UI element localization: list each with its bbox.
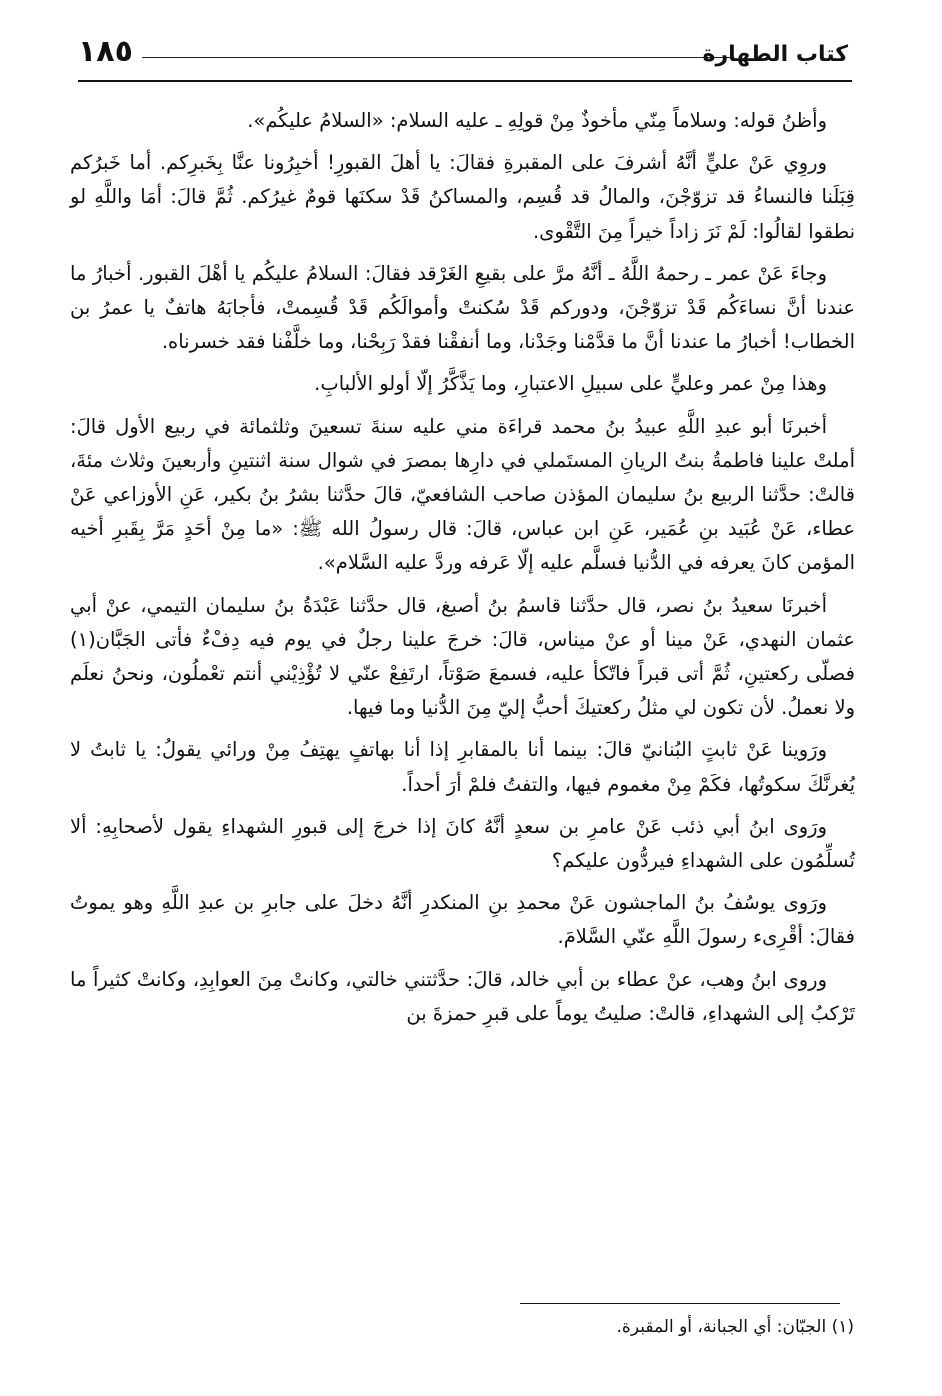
paragraph-10: وروى ابنُ وهب، عنْ عطاء بن أبي خالد، قالَ: حدَّثتني خالتي، وكانتْ مِنَ العوابِدِ، وكانتْ كثيراً ما تَرْكبُ إلى الشهداءِ، قالتْ: صليتُ يوماً على قبرِ حمزةَ بن (70, 967, 855, 1025)
paragraph-4: وهذا مِنْ عمر وعليٍّ على سبيلِ الاعتبارِ، وما يَذَّكَّرُ إلّا أولو الألبابِ. (314, 372, 827, 396)
footnote-separator (520, 1303, 840, 1304)
header-rule (78, 80, 852, 82)
page-header (78, 28, 848, 88)
paragraph-1: وأظنُ قوله: وسلاماً مِنّي مأخوذٌ مِنْ قولِهِ ـ عليه السلام: «السلامُ عليكُم». (247, 109, 827, 132)
paragraph-3: وجاءَ عَنْ عمر ـ رحمهُ اللَّهُ ـ أنَّهُ مرَّ على بقيعِ الغَرْقد فقالَ: السلامُ عليكُم يا أهْلَ القبور. أخبارُ ما عندنا أنَّ نساءَكُم قَدْ تزوّجْنَ، ودوركم قَدْ سُكنتْ وأموالَكُم قَدْ قُسِمتْ، فأجابَهُ هاتفٌ يا عمرُ بن الخطاب! أخبارُ ما عندنا أنَّ ما قدَّمْنا وجَدْنا، وما أنفقْنا فقدْ رَبِحْنا، وما خلَّفْنا فقد خسرناه. (70, 261, 855, 354)
main-text (70, 104, 855, 1039)
paragraph-6: أخبرنَا سعيدُ بنُ نصر، قال حدَّثنا قاسمُ بنُ أصبغ، قال حدَّثنا عَبْدَةُ بنُ سليمان التيمي، عنْ أبي عثمان النهدي، عَنْ مينا أو عنْ ميناس، قالَ: خرجَ علينا رجلٌ في يوم فيه دِفْءٌ فأتى الجَبَّان(١) فصلّى ركعتينِ، ثُمَّ أتى قبراً فاتّكأ عليه، فسمعَ صَوْتاً، ارتَفِعْ عنّي لا تُؤْذِيْني أنتم تعْملُون، ونحنُ نعلَم ولا نعملُ. لأن تكون لي مثلُ ركعتيكَ أحبُّ إليّ مِنَ الدُّنيا وما فيها. (70, 593, 855, 720)
paragraph-7: ورَوينا عَنْ ثابتٍ البُنانيّ قالَ: بينما أنا بالمقابرِ إذا أنا بهاتفٍ يهتِفُ مِنْ ورائي يقولُ: يا ثابتُ لا يُغرنَّكَ سكوتُها، فكَمْ مِنْ مغموم فيها، والتفتُ فلمْ أرَ أحداً. (70, 738, 855, 796)
paragraph-8: ورَوى ابنُ أبي ذئب عَنْ عامرِ بن سعدٍ أنَّهُ كانَ إذا خرجَ إلى قبورِ الشهداءِ يقول لأصحابِهِ: ألا تُسلِّمُون على الشهداءِ فيردُّون عليكم؟ (70, 814, 855, 873)
footnote: (١) الجبّان: أي الجبانة، أو المقبرة. (616, 1317, 854, 1337)
book-title: كتاب الطهارة (702, 42, 848, 67)
paragraph-2: وروِي عَنْ عليٍّ أنَّهُ أشرفَ على المقبرةِ فقالَ: يا أهلَ القبورِ! أخبِرُونا عنَّا بِخَبرِكم. أما خَبرُكم قِبَلَنا فالنساءُ قد تزوّجْنَ، والمالُ قد قُسِم، والمساكنُ قَدْ سكنَها قومٌ غيرُكم. ثُمَّ قالَ: أمَا واللَّهِ لو نطقوا لقالُوا: لَمْ نَرَ زاداً خيراً مِنَ التَّقْوى. (70, 151, 855, 243)
page-number: ١٨٥ (78, 34, 133, 69)
paragraph-9: ورَوى يوسُفُ بنُ الماجشون عَنْ محمدِ بنِ المنكدرِ أنَّهُ دخلَ على جابرِ بن عبدِ اللَّهِ وهو يموتُ فقالَ: أقْرِىء رسولَ اللَّهِ عنّي السَّلامَ. (70, 891, 855, 949)
paragraph-5: أخبرنَا أبو عبدِ اللَّهِ عبيدُ بنُ محمد قراءَة مني عليه سنةَ تسعينَ وثلثمائة في ربيع الأول قالَ: أملتْ علينا فاطمةُ بنتُ الريانِ المستَملي في دارِها بمصرَ في شوال سنة اثنتينِ وأربعينَ وثلاث مئةَ، قالتْ: حدَّثنا الربيع بنُ سليمان المؤذن صاحب الشافعيّ، قالَ حدَّثنا بشرُ بنُ بكير، عَنِ الأوزاعي عَنْ عطاء، عَنْ عُبَيد بنِ عُمَير، عَنِ ابن عباس، قالَ: قال رسولُ الله ﷺ: «ما مِنْ أحَدٍ مَرَّ بِقَبرِ أخيه المؤمن كانَ يعرفه في الدُّنيا فسلَّم عليه إلّا عَرفه وردَّ عليه السَّلام». (70, 414, 855, 575)
header-dash-line (142, 57, 730, 58)
